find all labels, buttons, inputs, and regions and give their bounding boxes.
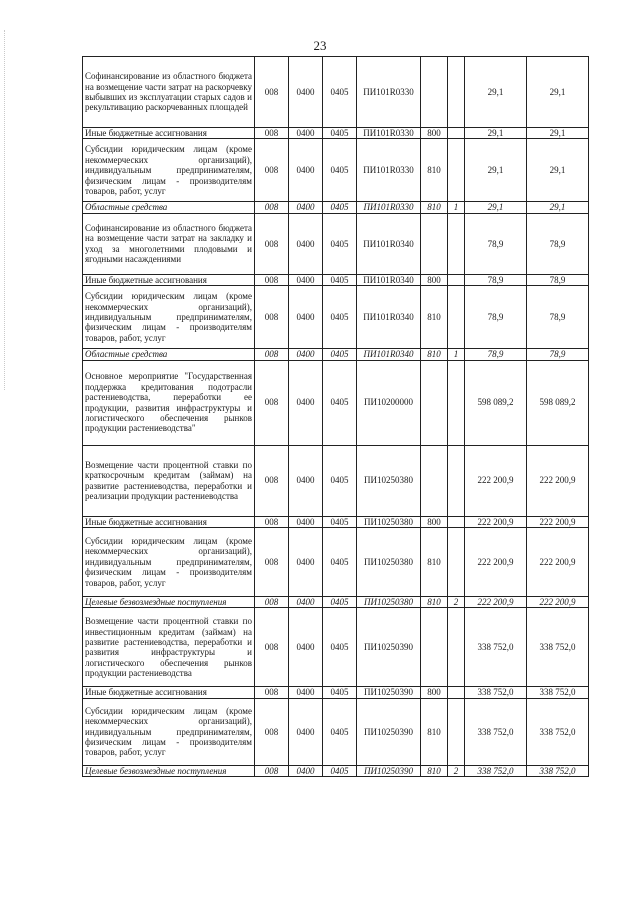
row-csr-code: ПИ10250380 [357, 597, 421, 608]
table-row [83, 202, 589, 213]
row-csr-code: ПИ10250390 [357, 687, 421, 698]
scan-edge-marks [4, 30, 8, 390]
row-csr-code: ПИ10250390 [357, 608, 421, 687]
row-amount-1: 29,1 [465, 139, 527, 202]
row-gr-code: 008 [255, 528, 289, 597]
row-source-code [448, 445, 465, 516]
row-amount-2: 29,1 [527, 128, 589, 139]
row-csr-code: ПИ101R0330 [357, 57, 421, 128]
row-name: Иные бюджетные ассигнования [83, 274, 255, 285]
row-csr-code: ПИ101R0330 [357, 202, 421, 213]
row-source-code [448, 128, 465, 139]
row-source-code [448, 286, 465, 349]
row-amount-2: 222 200,9 [527, 528, 589, 597]
row-csr-code: ПИ101R0340 [357, 286, 421, 349]
row-vr-code: 810 [421, 698, 448, 765]
row-vr-code: 800 [421, 687, 448, 698]
row-amount-2: 78,9 [527, 349, 589, 360]
table-row [83, 349, 589, 360]
table-row [83, 128, 589, 139]
table-row [83, 274, 589, 285]
row-vr-code: 800 [421, 128, 448, 139]
table-row [83, 445, 589, 516]
table-row [83, 516, 589, 527]
row-rz-code: 0400 [289, 516, 323, 527]
row-rz-code: 0400 [289, 202, 323, 213]
row-amount-1: 222 200,9 [465, 516, 527, 527]
row-amount-1: 29,1 [465, 128, 527, 139]
row-name: Целевые безвозмездные поступления [83, 765, 255, 776]
row-source-code [448, 528, 465, 597]
row-vr-code: 810 [421, 286, 448, 349]
row-csr-code: ПИ101R0340 [357, 213, 421, 274]
row-name: Областные средства [83, 349, 255, 360]
row-amount-2: 222 200,9 [527, 445, 589, 516]
table-row [83, 698, 589, 765]
row-rz-code: 0400 [289, 57, 323, 128]
row-amount-2: 338 752,0 [527, 698, 589, 765]
row-name: Областные средства [83, 202, 255, 213]
row-pr-code: 0405 [323, 213, 357, 274]
row-csr-code: ПИ101R0340 [357, 349, 421, 360]
row-gr-code: 008 [255, 202, 289, 213]
row-source-code [448, 57, 465, 128]
row-amount-2: 598 089,2 [527, 360, 589, 445]
row-gr-code: 008 [255, 128, 289, 139]
row-amount-1: 598 089,2 [465, 360, 527, 445]
row-pr-code: 0405 [323, 57, 357, 128]
row-pr-code: 0405 [323, 360, 357, 445]
row-gr-code: 008 [255, 274, 289, 285]
row-csr-code: ПИ101R0330 [357, 139, 421, 202]
row-source-code [448, 687, 465, 698]
row-rz-code: 0400 [289, 687, 323, 698]
row-rz-code: 0400 [289, 274, 323, 285]
table-row [83, 360, 589, 445]
row-vr-code [421, 57, 448, 128]
row-gr-code: 008 [255, 608, 289, 687]
table-row [83, 286, 589, 349]
row-name: Софинансирование из областного бюджета на возмещение части затрат на закладку и уход за многолетними плодовыми и ягодными насаждениями [83, 213, 255, 274]
row-csr-code: ПИ10250390 [357, 698, 421, 765]
row-amount-2: 29,1 [527, 57, 589, 128]
row-amount-1: 338 752,0 [465, 687, 527, 698]
row-amount-2: 78,9 [527, 274, 589, 285]
row-pr-code: 0405 [323, 528, 357, 597]
row-gr-code: 008 [255, 286, 289, 349]
row-csr-code: ПИ10200000 [357, 360, 421, 445]
row-amount-1: 78,9 [465, 274, 527, 285]
row-gr-code: 008 [255, 445, 289, 516]
row-vr-code: 810 [421, 765, 448, 776]
row-rz-code: 0400 [289, 128, 323, 139]
row-vr-code: 810 [421, 597, 448, 608]
row-name: Основное мероприятие "Государственная поддержка кредитования подотрасли растениеводства, переработки ее продукции, развития инфраструктуры и логистического обеспечения рынков продукции растениеводства" [83, 360, 255, 445]
row-name: Возмещение части процентной ставки по краткосрочным кредитам (займам) на развитие растениеводства, переработки и реализации продукции растениеводства [83, 445, 255, 516]
row-name: Иные бюджетные ассигнования [83, 128, 255, 139]
row-pr-code: 0405 [323, 698, 357, 765]
row-vr-code: 810 [421, 349, 448, 360]
row-amount-2: 338 752,0 [527, 687, 589, 698]
row-vr-code: 810 [421, 528, 448, 597]
row-amount-1: 338 752,0 [465, 765, 527, 776]
row-source-code: 2 [448, 597, 465, 608]
row-name: Софинансирование из областного бюджета на возмещение части затрат на раскорчевку выбывших из эксплуатации старых садов и рекультивацию раскорчеванных площадей [83, 57, 255, 128]
row-gr-code: 008 [255, 139, 289, 202]
row-amount-2: 222 200,9 [527, 597, 589, 608]
row-source-code: 1 [448, 349, 465, 360]
row-amount-2: 29,1 [527, 202, 589, 213]
row-amount-1: 222 200,9 [465, 445, 527, 516]
table-row [83, 608, 589, 687]
row-gr-code: 008 [255, 597, 289, 608]
row-rz-code: 0400 [289, 445, 323, 516]
row-pr-code: 0405 [323, 765, 357, 776]
row-amount-2: 78,9 [527, 213, 589, 274]
row-rz-code: 0400 [289, 528, 323, 597]
row-source-code [448, 608, 465, 687]
row-amount-1: 78,9 [465, 213, 527, 274]
row-amount-2: 338 752,0 [527, 608, 589, 687]
table-row [83, 765, 589, 776]
row-vr-code [421, 608, 448, 687]
row-rz-code: 0400 [289, 765, 323, 776]
row-csr-code: ПИ10250380 [357, 445, 421, 516]
row-source-code: 2 [448, 765, 465, 776]
row-name: Возмещение части процентной ставки по инвестиционным кредитам (займам) на развитие растениеводства, переработки и развития инфраструктуры и логистического обеспечения рынков продукции растениеводства [83, 608, 255, 687]
row-gr-code: 008 [255, 516, 289, 527]
row-pr-code: 0405 [323, 274, 357, 285]
budget-table [82, 56, 589, 777]
row-pr-code: 0405 [323, 349, 357, 360]
row-pr-code: 0405 [323, 608, 357, 687]
table-row [83, 139, 589, 202]
row-vr-code: 810 [421, 139, 448, 202]
row-pr-code: 0405 [323, 202, 357, 213]
row-pr-code: 0405 [323, 516, 357, 527]
row-amount-1: 222 200,9 [465, 528, 527, 597]
row-name: Субсидии юридическим лицам (кроме некоммерческих организаций), индивидуальным предпринимателям, физическим лицам - производителям товаров, работ, услуг [83, 139, 255, 202]
row-gr-code: 008 [255, 349, 289, 360]
row-csr-code: ПИ10250380 [357, 528, 421, 597]
row-vr-code: 800 [421, 274, 448, 285]
row-source-code [448, 274, 465, 285]
row-amount-1: 78,9 [465, 349, 527, 360]
row-source-code [448, 213, 465, 274]
page-number: 23 [313, 38, 327, 53]
row-gr-code: 008 [255, 765, 289, 776]
row-name: Субсидии юридическим лицам (кроме некоммерческих организаций), индивидуальным предпринимателям, физическим лицам - производителям товаров, работ, услуг [83, 528, 255, 597]
row-pr-code: 0405 [323, 128, 357, 139]
row-rz-code: 0400 [289, 698, 323, 765]
row-source-code [448, 360, 465, 445]
row-source-code [448, 139, 465, 202]
row-name: Иные бюджетные ассигнования [83, 516, 255, 527]
table-row [83, 597, 589, 608]
row-rz-code: 0400 [289, 139, 323, 202]
row-amount-2: 338 752,0 [527, 765, 589, 776]
row-csr-code: ПИ10250390 [357, 765, 421, 776]
row-source-code [448, 516, 465, 527]
row-amount-1: 29,1 [465, 57, 527, 128]
row-amount-2: 29,1 [527, 139, 589, 202]
row-vr-code: 810 [421, 202, 448, 213]
row-name: Иные бюджетные ассигнования [83, 687, 255, 698]
budget-table-body [83, 57, 589, 777]
row-csr-code: ПИ10250380 [357, 516, 421, 527]
row-source-code [448, 698, 465, 765]
row-amount-1: 338 752,0 [465, 608, 527, 687]
row-pr-code: 0405 [323, 139, 357, 202]
row-rz-code: 0400 [289, 213, 323, 274]
table-row [83, 687, 589, 698]
row-gr-code: 008 [255, 360, 289, 445]
row-rz-code: 0400 [289, 597, 323, 608]
row-vr-code [421, 213, 448, 274]
row-rz-code: 0400 [289, 360, 323, 445]
row-gr-code: 008 [255, 698, 289, 765]
row-gr-code: 008 [255, 687, 289, 698]
row-pr-code: 0405 [323, 445, 357, 516]
row-name: Субсидии юридическим лицам (кроме некоммерческих организаций), индивидуальным предпринимателям, физическим лицам - производителям товаров, работ, услуг [83, 286, 255, 349]
row-source-code: 1 [448, 202, 465, 213]
row-csr-code: ПИ101R0340 [357, 274, 421, 285]
row-amount-2: 222 200,9 [527, 516, 589, 527]
row-name: Целевые безвозмездные поступления [83, 597, 255, 608]
row-amount-1: 29,1 [465, 202, 527, 213]
row-pr-code: 0405 [323, 597, 357, 608]
row-amount-1: 338 752,0 [465, 698, 527, 765]
row-pr-code: 0405 [323, 286, 357, 349]
row-rz-code: 0400 [289, 608, 323, 687]
row-vr-code [421, 445, 448, 516]
row-vr-code: 800 [421, 516, 448, 527]
row-pr-code: 0405 [323, 687, 357, 698]
row-rz-code: 0400 [289, 349, 323, 360]
row-gr-code: 008 [255, 213, 289, 274]
row-vr-code [421, 360, 448, 445]
row-amount-1: 78,9 [465, 286, 527, 349]
row-rz-code: 0400 [289, 286, 323, 349]
table-row [83, 213, 589, 274]
table-row [83, 57, 589, 128]
row-csr-code: ПИ101R0330 [357, 128, 421, 139]
table-row [83, 528, 589, 597]
row-gr-code: 008 [255, 57, 289, 128]
row-amount-1: 222 200,9 [465, 597, 527, 608]
row-amount-2: 78,9 [527, 286, 589, 349]
row-name: Субсидии юридическим лицам (кроме некоммерческих организаций), индивидуальным предпринимателям, физическим лицам - производителям товаров, работ, услуг [83, 698, 255, 765]
